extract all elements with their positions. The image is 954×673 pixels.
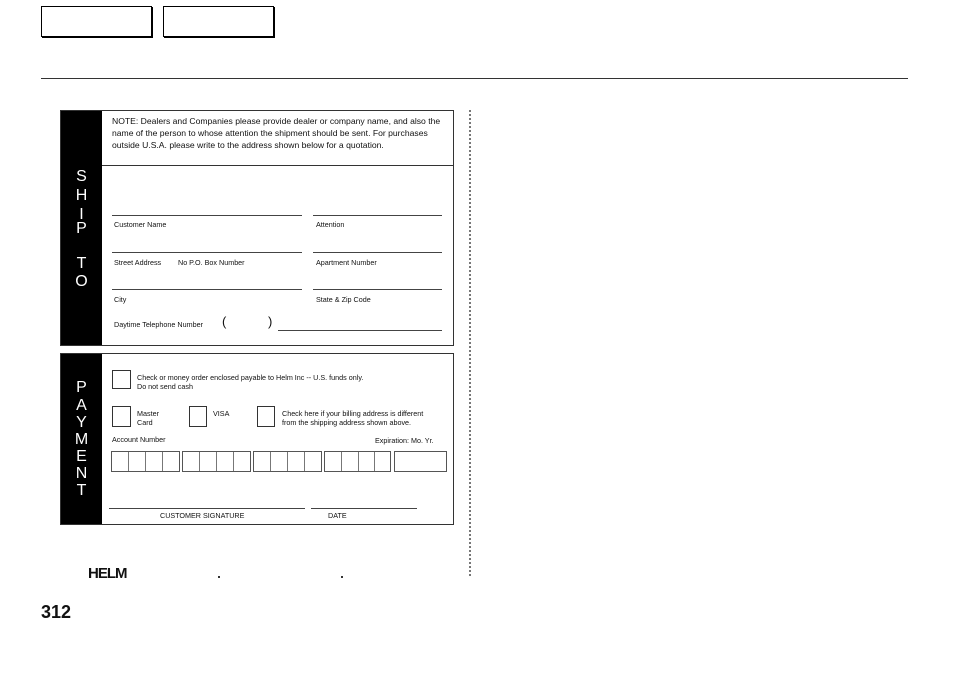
billing-different-label: Check here if your billing address is different xyxy=(282,409,424,418)
sidebar-letter: N xyxy=(75,465,88,482)
attention-label: Attention xyxy=(316,220,345,229)
area-code-open-paren: ( xyxy=(222,314,227,329)
account-number-label: Account Number xyxy=(112,435,166,444)
nav-button-previous[interactable] xyxy=(41,6,152,37)
ship-to-sidebar xyxy=(61,111,102,345)
billing-different-checkbox[interactable] xyxy=(257,406,275,427)
nav-button-next[interactable] xyxy=(163,6,274,37)
sidebar-letter: P xyxy=(76,220,87,237)
cut-line xyxy=(469,110,471,576)
sidebar-letter: A xyxy=(76,397,87,414)
ship-to-panel xyxy=(60,110,454,346)
do-not-send-cash-label: Do not send cash xyxy=(137,382,193,391)
date-label: DATE xyxy=(328,511,347,520)
area-code-close-paren: ) xyxy=(268,314,273,329)
billing-different-label-2: from the shipping address shown above. xyxy=(282,418,412,427)
no-po-box-label: No P.O. Box Number xyxy=(178,258,245,267)
state-zip-label: State & Zip Code xyxy=(316,295,371,304)
check-money-order-checkbox[interactable] xyxy=(112,370,131,389)
visa-label: VISA xyxy=(213,409,230,418)
attention-field[interactable] xyxy=(313,215,442,216)
street-address-label: Street Address xyxy=(114,258,162,267)
state-zip-field[interactable] xyxy=(313,289,442,290)
helm-logo: HELM xyxy=(88,565,127,582)
city-field[interactable] xyxy=(112,289,302,290)
payment-sidebar xyxy=(61,354,102,524)
apartment-number-label: Apartment Number xyxy=(316,258,377,267)
sidebar-letter: E xyxy=(76,448,87,465)
ship-to-note: NOTE: Dealers and Companies please provide dealer or company name, and also the name of the person to whose attention the shipment should be sent. For purchases outside U.S.A. please write to the address shown below for a quotation. xyxy=(112,116,441,150)
header-rule xyxy=(41,78,908,79)
customer-name-field[interactable] xyxy=(112,215,302,216)
city-label: City xyxy=(114,295,127,304)
customer-name-label: Customer Name xyxy=(114,220,167,229)
account-number-group-2[interactable] xyxy=(182,451,251,472)
page-number: 312 xyxy=(41,602,72,622)
date-field[interactable] xyxy=(311,508,417,509)
account-number-group-4[interactable] xyxy=(324,451,391,472)
payment-panel xyxy=(60,353,454,525)
mastercard-label: Master xyxy=(137,409,159,418)
sidebar-letter: P xyxy=(76,379,87,396)
mastercard-checkbox[interactable] xyxy=(112,406,131,427)
separator-dot xyxy=(218,576,220,578)
expiration-label: Expiration: Mo. Yr. xyxy=(375,436,434,445)
phone-label: Daytime Telephone Number xyxy=(114,320,203,329)
apartment-number-field[interactable] xyxy=(313,252,442,253)
signature-label: CUSTOMER SIGNATURE xyxy=(160,511,245,520)
account-number-group-1[interactable] xyxy=(111,451,180,472)
signature-field[interactable] xyxy=(109,508,305,509)
sidebar-letter: O xyxy=(75,273,88,290)
account-number-group-3[interactable] xyxy=(253,451,322,472)
phone-field[interactable] xyxy=(278,330,442,331)
sidebar-letter: I xyxy=(79,206,84,223)
sidebar-letter: M xyxy=(74,431,89,448)
sidebar-letter: T xyxy=(76,255,87,272)
sidebar-letter: H xyxy=(75,187,88,204)
separator-dot xyxy=(341,576,343,578)
expiration-field[interactable] xyxy=(394,451,447,472)
sidebar-letter: S xyxy=(76,168,87,185)
sidebar-letter: T xyxy=(76,482,87,499)
sidebar-letter: Y xyxy=(76,414,87,431)
check-money-order-label: Check or money order enclosed payable to Helm Inc -- U.S. funds only. xyxy=(137,373,364,382)
street-address-field[interactable] xyxy=(112,252,302,253)
visa-checkbox[interactable] xyxy=(189,406,207,427)
note-divider xyxy=(102,165,453,166)
mastercard-label-2: Card xyxy=(137,418,153,427)
